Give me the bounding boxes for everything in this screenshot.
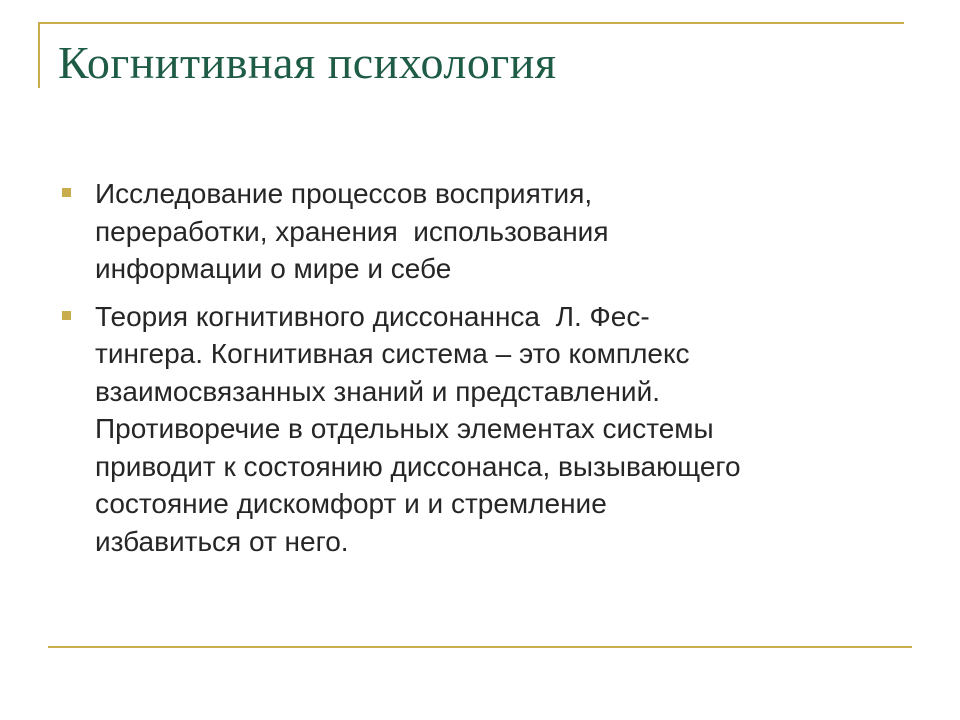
slide-title: Когнитивная психология — [58, 37, 557, 88]
bullet-line: Теория когнитивного диссонаннса Л. Фес- — [95, 300, 650, 332]
bullet-item — [58, 298, 908, 561]
bullet-line: состояние дискомфорт и и стремление — [95, 488, 607, 519]
bullet-item — [58, 175, 908, 288]
bullet-line: тингера. Когнитивная система – это комплекс — [95, 338, 690, 369]
top-divider — [38, 22, 904, 24]
bullet-line: взаимосвязанных знаний и представлений. — [95, 375, 660, 407]
bullet-line: избавиться от него. — [95, 525, 349, 557]
square-bullet-icon — [62, 188, 71, 197]
bullet-line: Противоречие в отдельных элементах системы — [95, 413, 714, 444]
bullet-line: Исследование процессов восприятия, — [95, 178, 593, 209]
bullet-list — [58, 175, 908, 570]
bullet-text — [95, 175, 908, 288]
bullet-line: информации о мире и себе — [95, 253, 452, 284]
left-divider — [38, 22, 40, 88]
bullet-line: переработки, хранения использования — [95, 215, 609, 247]
square-bullet-icon — [62, 311, 71, 320]
bottom-divider — [48, 646, 912, 648]
bullet-text — [95, 298, 908, 561]
bullet-line: приводит к состоянию диссонанса, вызывающего — [95, 450, 741, 482]
